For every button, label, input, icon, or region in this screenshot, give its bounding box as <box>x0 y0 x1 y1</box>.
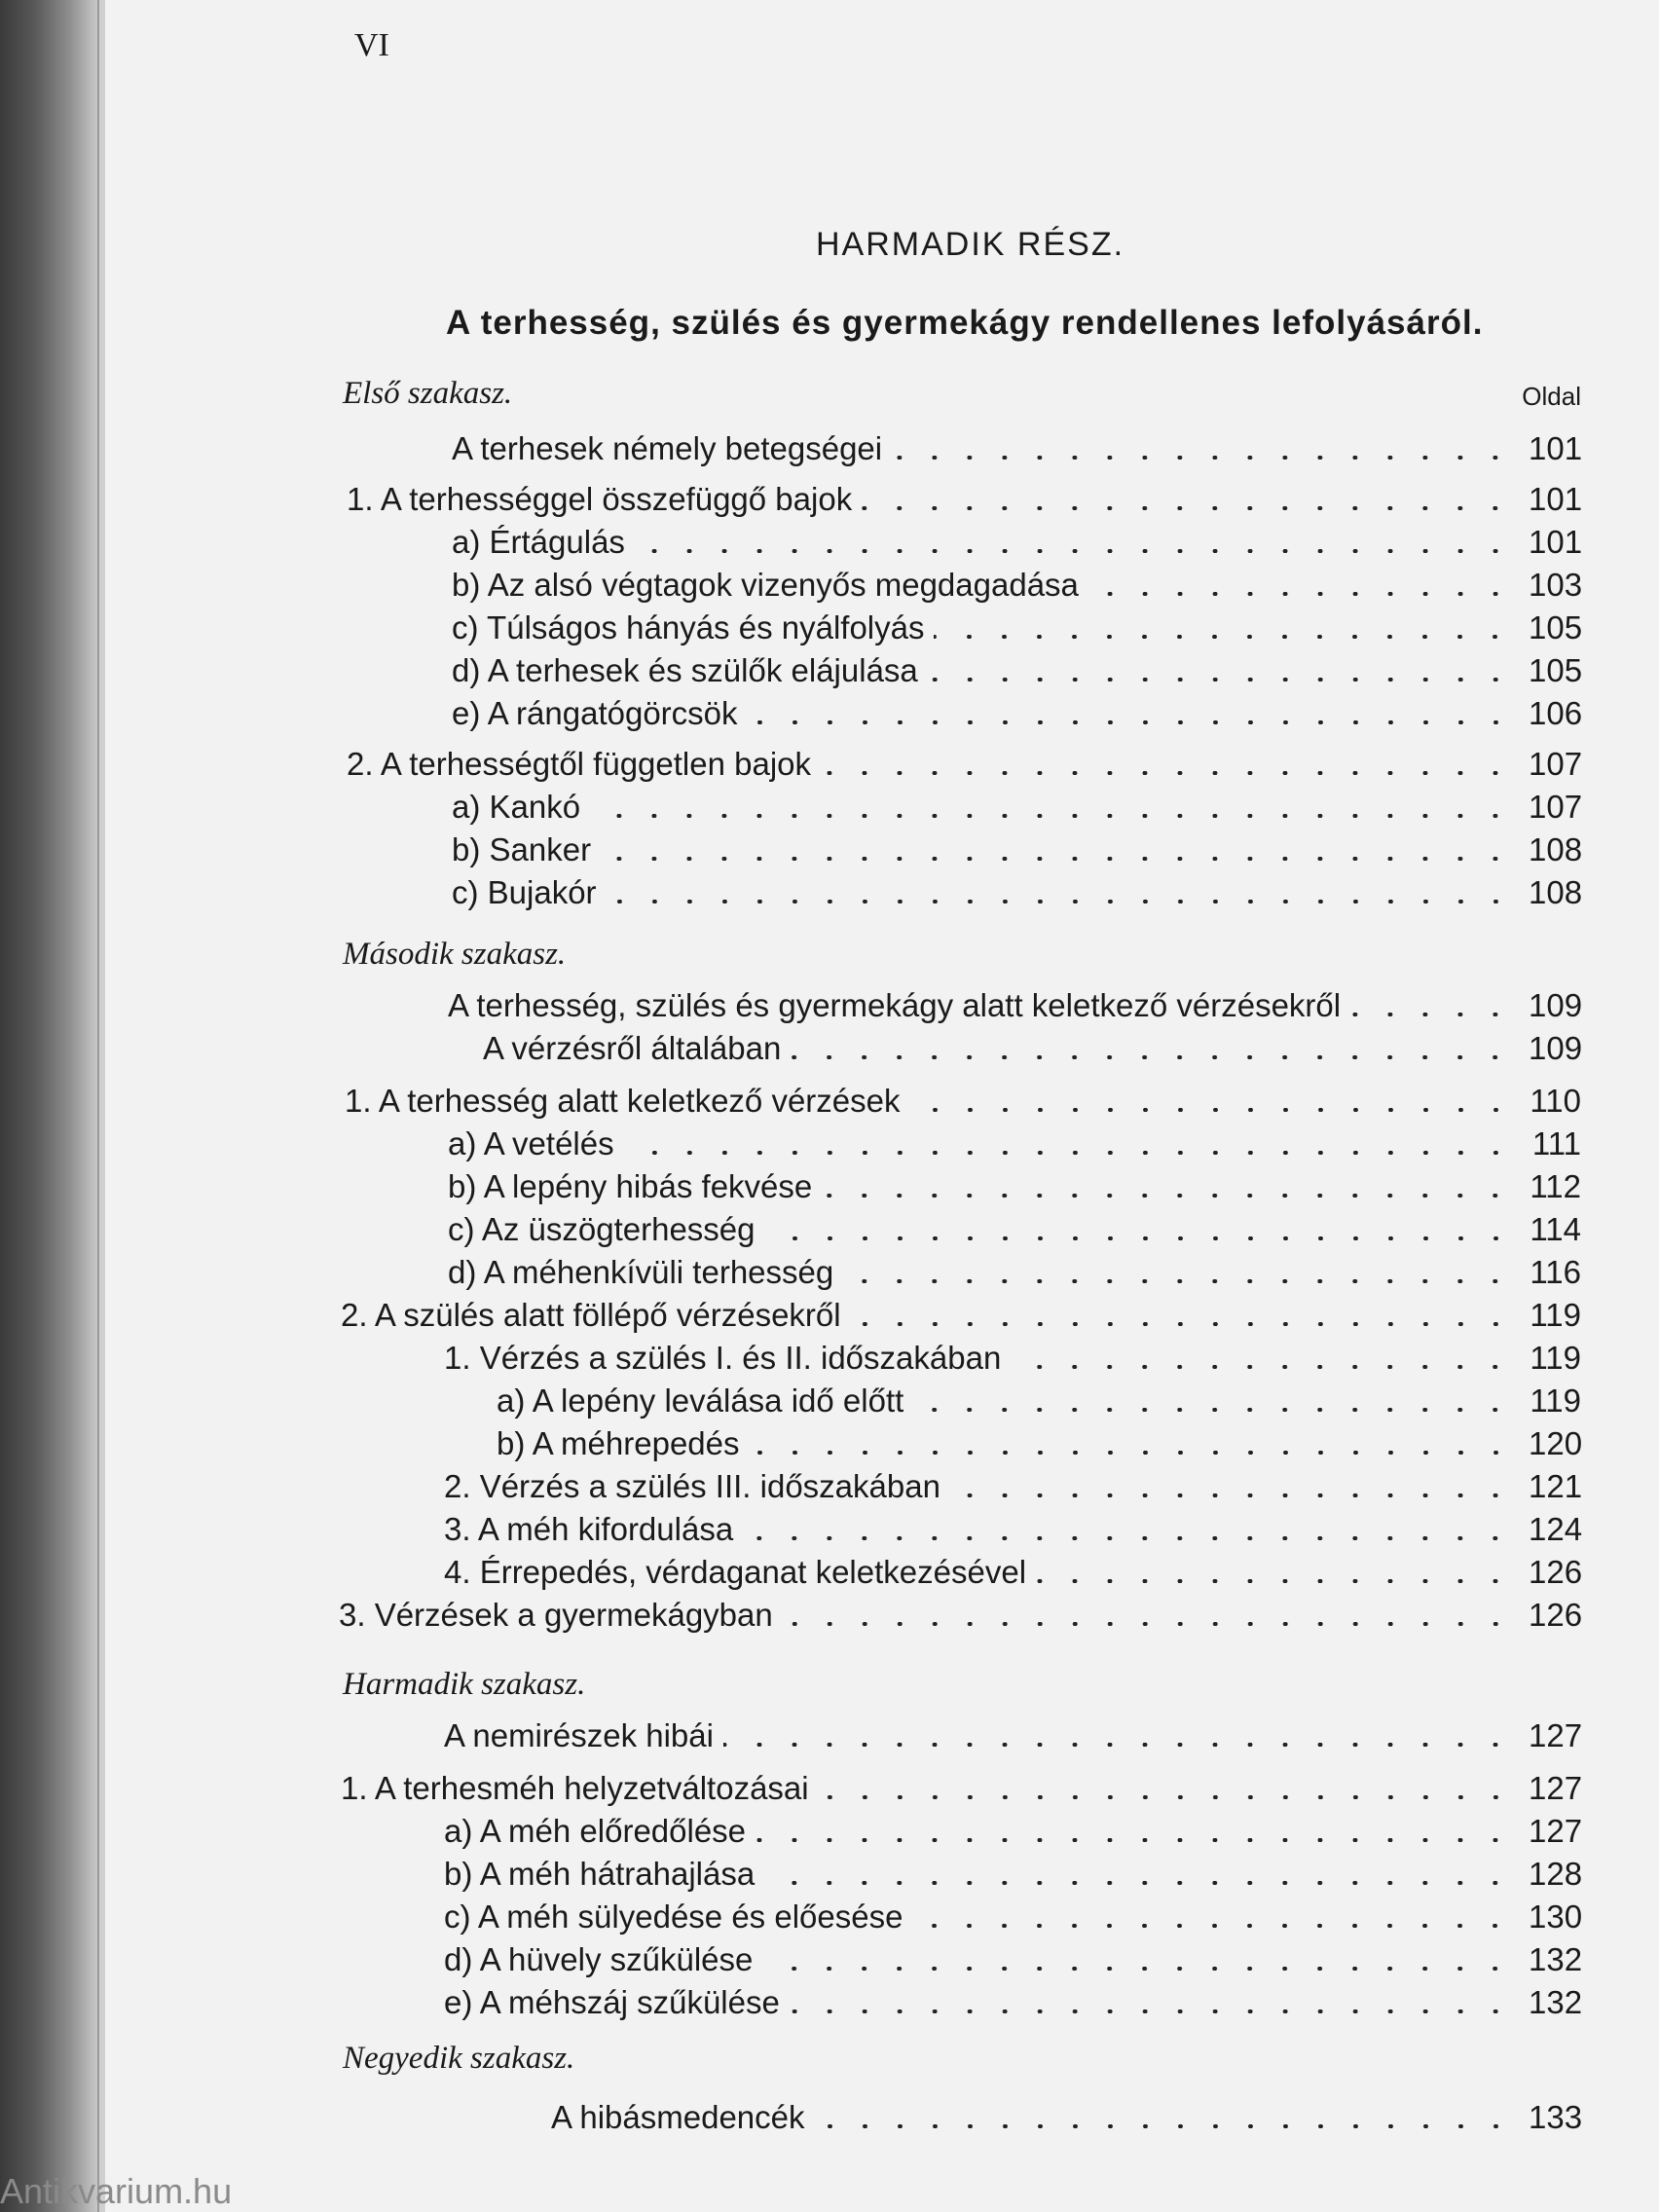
toc-entry-page: 127 <box>1529 1770 1583 1806</box>
dot-leader <box>750 1451 1514 1455</box>
toc-entry[interactable] <box>331 1509 1581 1548</box>
section-heading-4: Negyedik szakasz. <box>343 2041 575 2076</box>
toc-entry[interactable] <box>331 2097 1581 2136</box>
toc-entry-text: b) Sanker <box>452 831 592 867</box>
toc-entry-page: 107 <box>1529 746 1583 782</box>
toc-entry-text: c) Bujakór <box>452 874 597 910</box>
dot-leader <box>790 2009 1513 2013</box>
section-heading-3: Harmadik szakasz. <box>343 1667 586 1702</box>
dot-leader <box>862 506 1513 510</box>
toc-entry-text: A hibásmedencék <box>551 2099 805 2135</box>
toc-entry[interactable] <box>331 650 1581 689</box>
toc-entry-text: A terhesek némely betegségei <box>452 430 883 466</box>
toc-entry-page: 119 <box>1530 1297 1581 1333</box>
toc-entry-text: a) A méh előredőlése <box>444 1813 747 1849</box>
dot-leader <box>601 857 1513 861</box>
dot-leader <box>815 2124 1513 2128</box>
toc-entry[interactable] <box>331 1252 1581 1291</box>
dot-leader <box>822 1194 1513 1198</box>
toc-entry[interactable] <box>331 787 1581 826</box>
dot-leader <box>1036 1579 1513 1583</box>
toc-entry-page: 126 <box>1529 1597 1583 1633</box>
section-heading-2: Második szakasz. <box>343 937 567 972</box>
toc-entry[interactable] <box>331 1552 1581 1591</box>
toc-entry-page: 105 <box>1529 609 1583 645</box>
toc-entry-text: 3. Vérzések a gyermekágyban <box>339 1597 773 1633</box>
toc-entry[interactable] <box>331 744 1581 783</box>
toc-entry[interactable] <box>331 1897 1581 1936</box>
toc-entry[interactable] <box>331 872 1581 911</box>
toc-entry-text: c) Túlságos hányás és nyálfolyás <box>452 609 925 645</box>
toc-entry[interactable] <box>331 830 1581 868</box>
toc-entry[interactable] <box>331 565 1581 604</box>
dot-leader <box>764 1881 1513 1885</box>
toc-entry-text: b) A méh hátrahajlása <box>444 1856 756 1892</box>
toc-entry-text: 4. Érrepedés, vérdaganat keletkezésével <box>444 1554 1027 1590</box>
toc-entry-page: 128 <box>1529 1856 1583 1892</box>
dot-leader <box>913 1408 1513 1412</box>
toc-entry-text: c) Az üszögterhesség <box>448 1211 756 1247</box>
toc-entry[interactable] <box>331 1768 1581 1807</box>
toc-entry[interactable] <box>331 1028 1581 1067</box>
toc-entry-text: 1. A terhességgel összefüggő bajok <box>347 481 853 517</box>
toc-entry-page: 108 <box>1529 874 1583 910</box>
dot-leader <box>1088 592 1513 596</box>
dot-leader <box>624 1151 1513 1155</box>
toc-entry[interactable] <box>331 522 1581 561</box>
toc-entry[interactable] <box>331 1124 1581 1162</box>
dot-leader <box>635 549 1513 553</box>
dot-leader <box>783 1622 1513 1626</box>
toc-entry-page: 130 <box>1529 1899 1583 1935</box>
toc-entry-page: 101 <box>1529 481 1583 517</box>
dot-leader <box>819 1795 1513 1799</box>
dot-leader <box>1011 1365 1513 1369</box>
toc-entry-page: 114 <box>1530 1211 1581 1247</box>
toc-entry[interactable] <box>331 1338 1581 1377</box>
toc-entry[interactable] <box>331 479 1581 518</box>
toc-entry-page: 109 <box>1529 1030 1583 1066</box>
dot-leader <box>756 1838 1513 1842</box>
dot-leader <box>748 720 1513 724</box>
dot-leader <box>590 814 1513 818</box>
dot-leader <box>791 1055 1513 1059</box>
toc-entry[interactable] <box>331 428 1581 467</box>
toc-entry-text: e) A méhszáj szűkülése <box>444 1984 780 2020</box>
toc-entry-page: 133 <box>1529 2099 1583 2135</box>
toc-entry-text: b) A lepény hibás fekvése <box>448 1168 813 1204</box>
toc-entry-text: e) A rángatógörcsök <box>452 695 738 731</box>
dot-leader <box>821 771 1513 775</box>
toc-entry-page: 119 <box>1530 1382 1581 1419</box>
toc-entry[interactable] <box>331 1209 1581 1248</box>
toc-entry[interactable] <box>331 1939 1581 1978</box>
part-title: HARMADIK RÉSZ. <box>816 226 1125 263</box>
toc-entry[interactable] <box>331 1595 1581 1634</box>
toc-entry-page: 132 <box>1529 1984 1583 2020</box>
toc-entry-text: a) A lepény leválása idő előtt <box>497 1382 904 1419</box>
toc-entry-text: A nemirészek hibái <box>444 1717 714 1753</box>
toc-entry-page: 120 <box>1529 1425 1583 1461</box>
toc-entry-page: 101 <box>1529 430 1583 466</box>
section-heading-1: Első szakasz. <box>343 376 513 411</box>
toc-entry-page: 127 <box>1529 1813 1583 1849</box>
toc-entry-page: 103 <box>1529 567 1583 603</box>
toc-entry[interactable] <box>331 1423 1581 1462</box>
dot-leader <box>843 1279 1513 1283</box>
dot-leader <box>928 678 1513 682</box>
toc-entry[interactable] <box>331 985 1581 1024</box>
toc-entry-page: 112 <box>1530 1168 1581 1204</box>
toc-entry[interactable] <box>331 1295 1581 1334</box>
toc-entry[interactable] <box>331 1854 1581 1893</box>
toc-entry-text: a) A vetélés <box>448 1125 614 1161</box>
toc-entry-text: 2. A terhességtől független bajok <box>347 746 812 782</box>
dot-leader <box>607 900 1513 903</box>
dot-leader <box>762 1967 1513 1971</box>
page-column-label: Oldal <box>1522 382 1581 411</box>
toc-entry-text: 1. Vérzés a szülés I. és II. időszakában <box>444 1340 1002 1376</box>
toc-entry-page: 121 <box>1529 1468 1583 1504</box>
toc-entry[interactable] <box>331 1982 1581 2021</box>
toc-entry-text: 2. Vérzés a szülés III. időszakában <box>444 1468 940 1504</box>
toc-entry-page: 116 <box>1530 1254 1581 1290</box>
toc-entry-page: 110 <box>1530 1083 1581 1119</box>
dot-leader <box>950 1493 1513 1497</box>
toc-entry-page: 119 <box>1530 1340 1581 1376</box>
toc-entry-page: 111 <box>1531 1125 1581 1161</box>
toc-entry-page: 105 <box>1529 652 1583 688</box>
toc-entry-page: 107 <box>1529 789 1583 825</box>
toc-entry-page: 132 <box>1529 1941 1583 1977</box>
watermark-text: Antikvarium.hu <box>0 2171 233 2211</box>
toc-entry-text: A vérzésről általában <box>483 1030 782 1066</box>
toc-entry-page: 124 <box>1529 1511 1583 1547</box>
toc-entry-page: 127 <box>1529 1717 1583 1753</box>
dot-leader <box>765 1236 1514 1240</box>
toc-entry[interactable] <box>331 1381 1581 1419</box>
toc-entry-text: 3. A méh kifordulása <box>444 1511 734 1547</box>
toc-entry-text: c) A méh sülyedése és előesése <box>444 1899 903 1935</box>
dot-leader <box>934 635 1513 639</box>
dot-leader <box>1350 1013 1513 1016</box>
toc-entry-page: 101 <box>1529 524 1583 560</box>
toc-entry[interactable] <box>331 608 1581 646</box>
part-subtitle: A terhesség, szülés és gyermekágy rendellenes lefolyásáról. <box>446 304 1484 342</box>
dot-leader <box>912 1924 1513 1928</box>
toc-entry-text: A terhesség, szülés és gyermekágy alatt keletkező vérzésekről <box>448 987 1342 1023</box>
toc-entry-page: 108 <box>1529 831 1583 867</box>
toc-entry-text: a) Kankó <box>452 789 581 825</box>
toc-entry-text: 1. A terhesség alatt keletkező vérzések <box>345 1083 901 1119</box>
toc-entry[interactable] <box>331 1081 1581 1120</box>
toc-entry-text: d) A terhesek és szülők elájulása <box>452 652 918 688</box>
dot-leader <box>743 1536 1513 1540</box>
toc-entry-text: d) A méhenkívüli terhesség <box>448 1254 834 1290</box>
dot-leader <box>851 1322 1513 1326</box>
toc-entry-page: 126 <box>1529 1554 1583 1590</box>
book-spine <box>0 0 97 2212</box>
dot-leader <box>910 1108 1514 1112</box>
toc-entry-text: b) A méhrepedés <box>497 1425 740 1461</box>
toc-entry[interactable] <box>331 1715 1581 1754</box>
toc-entry[interactable] <box>331 1811 1581 1850</box>
toc-entry[interactable] <box>331 1466 1581 1505</box>
page-edge <box>97 0 105 2212</box>
toc-entry-text: a) Értágulás <box>452 524 625 560</box>
toc-entry-text: b) Az alsó végtagok vizenyős megdagadása <box>452 567 1079 603</box>
dot-leader <box>723 1743 1513 1747</box>
page-number: VI <box>354 27 389 63</box>
toc-entry-text: 2. A szülés alatt föllépő vérzésekről <box>341 1297 841 1333</box>
toc-entry-page: 109 <box>1529 987 1583 1023</box>
toc-entry-text: d) A hüvely szűkülése <box>444 1941 754 1977</box>
toc-entry-page: 106 <box>1529 695 1583 731</box>
dot-leader <box>892 456 1513 460</box>
toc-entry[interactable] <box>331 693 1581 732</box>
toc-entry-text: 1. A terhesméh helyzetváltozásai <box>341 1770 809 1806</box>
toc-entry[interactable] <box>331 1166 1581 1205</box>
